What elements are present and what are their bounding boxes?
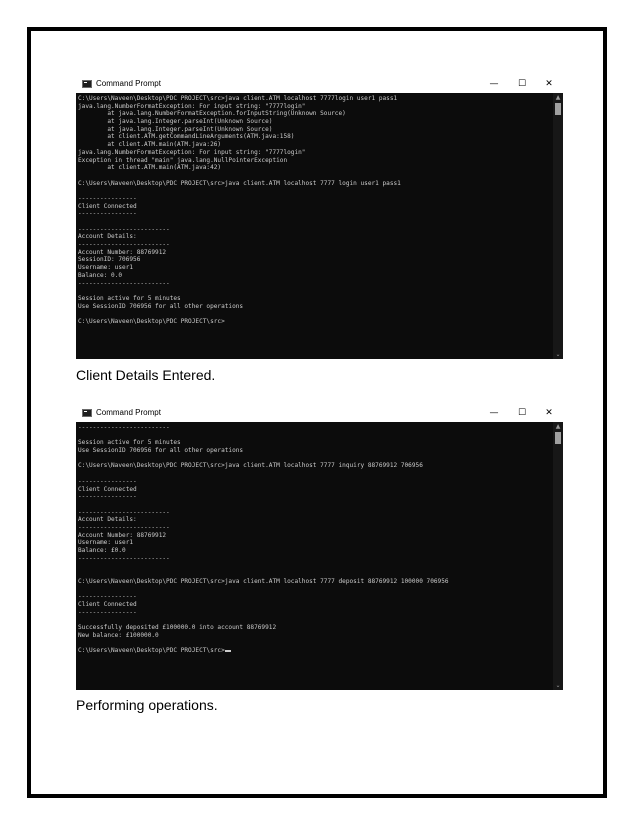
console-line — [78, 172, 552, 180]
maximize-icon[interactable]: ☐ — [517, 408, 527, 418]
console-line: Session active for 5 minutes — [78, 294, 181, 302]
console-line: Account Number: 88769912 — [78, 248, 167, 256]
console-line — [78, 432, 552, 440]
console-line — [78, 187, 552, 195]
close-icon[interactable]: ✕ — [545, 79, 553, 89]
command-prompt-window-2 — [76, 405, 563, 690]
console-line: ---------------- — [78, 493, 137, 501]
console-output — [78, 424, 552, 690]
console-line: java.lang.NumberFormatException: For input string: "7777login" — [78, 148, 306, 156]
console-line: C:\Users\Naveen\Desktop\PDC PROJECT\src> — [78, 317, 225, 325]
scroll-thumb[interactable] — [555, 432, 561, 444]
console-line: at client.ATM.main(ATM.java:26) — [78, 141, 222, 149]
console-line: Username: user1 — [78, 264, 134, 272]
command-prompt-icon — [82, 409, 92, 417]
console-line: C:\Users\Naveen\Desktop\PDC PROJECT\src>java client.ATM localhost 7777 inquiry 88769912 706956 — [78, 462, 423, 470]
console-line: at java.lang.Integer.parseInt(Unknown Source) — [78, 118, 273, 126]
console-line: ------------------------- — [78, 241, 170, 249]
console-line: ------------------------- — [78, 554, 170, 562]
console-line: ---------------- — [78, 477, 137, 485]
console-line: Username: user1 — [78, 539, 134, 547]
close-icon[interactable]: ✕ — [545, 408, 553, 418]
console-line: ---------------- — [78, 210, 137, 218]
console-line — [78, 585, 552, 593]
console-line — [78, 218, 552, 226]
console-line: ------------------------- — [78, 508, 170, 516]
console-line: java.lang.NumberFormatException: For input string: "7777login" — [78, 102, 306, 110]
console-line: C:\Users\Naveen\Desktop\PDC PROJECT\src> — [78, 647, 552, 655]
window-title: Command Prompt — [96, 408, 161, 417]
command-prompt-icon — [82, 80, 92, 88]
console-line: ---------------- — [78, 593, 137, 601]
caption-client-details: Client Details Entered. — [76, 367, 216, 383]
scrollbar[interactable] — [553, 93, 563, 359]
maximize-icon[interactable]: ☐ — [517, 79, 527, 89]
console-line: Exception in thread "main" java.lang.NullPointerException — [78, 156, 288, 164]
console-line: C:\Users\Naveen\Desktop\PDC PROJECT\src>java client.ATM localhost 7777login user1 pass1 — [78, 95, 398, 102]
console-line: Client Connected — [78, 600, 137, 608]
console-line: Use SessionID 706956 for all other operations — [78, 302, 244, 310]
console-line — [78, 616, 552, 624]
console-line: ---------------- — [78, 194, 137, 202]
scroll-thumb[interactable] — [555, 103, 561, 115]
console-line: C:\Users\Naveen\Desktop\PDC PROJECT\src>java client.ATM localhost 7777 login user1 pass1 — [78, 179, 401, 187]
console-line — [78, 310, 552, 318]
title-bar — [76, 76, 563, 93]
console-line — [78, 501, 552, 509]
console-line — [78, 562, 552, 570]
console-line: ------------------------- — [78, 225, 170, 233]
command-prompt-window-1 — [76, 76, 563, 359]
console-line: Balance: 0.0 — [78, 271, 123, 279]
console-line — [78, 470, 552, 478]
console-output — [78, 95, 552, 359]
console-line: at client.ATM.getCommandLineArguments(ATM.java:158) — [78, 133, 295, 141]
console-line: Balance: £0.0 — [78, 547, 126, 554]
console-line: Client Connected — [78, 485, 137, 493]
console-line: New balance: £100000.0 — [78, 631, 159, 639]
console-line — [78, 570, 552, 578]
console-line: ---------------- — [78, 608, 137, 616]
console-line: Account Details: — [78, 516, 137, 524]
scrollbar[interactable] — [553, 422, 563, 690]
console-line: ------------------------- — [78, 279, 170, 287]
scroll-down-icon[interactable]: ⌄ — [555, 682, 561, 689]
console-line: C:\Users\Naveen\Desktop\PDC PROJECT\src>java client.ATM localhost 7777 deposit 88769912 100000 706956 — [78, 577, 449, 585]
minimize-icon[interactable]: — — [489, 79, 499, 89]
console-line — [78, 287, 552, 295]
console-line: at client.ATM.main(ATM.java:42) — [78, 164, 222, 172]
console-line: Client Connected — [78, 202, 137, 210]
caption-performing-operations: Performing operations. — [76, 697, 218, 713]
console-line: at java.lang.NumberFormatException.forInputString(Unknown Source) — [78, 110, 346, 118]
console-line: Account Details: — [78, 233, 137, 241]
console-line: at java.lang.Integer.parseInt(Unknown Source) — [78, 125, 273, 133]
console-line: SessionID: 706956 — [78, 256, 141, 264]
console-line: Session active for 5 minutes — [78, 439, 181, 447]
console-line: ------------------------- — [78, 424, 170, 431]
scroll-up-icon[interactable]: ▲ — [555, 423, 561, 430]
scroll-down-icon[interactable]: ⌄ — [555, 351, 561, 358]
console-line: Use SessionID 706956 for all other operations — [78, 447, 244, 455]
console-line: ------------------------- — [78, 523, 170, 531]
console-line: Successfully deposited £100000.0 into account 88769912 — [78, 623, 277, 631]
console-line — [78, 455, 552, 463]
console-line: Account Number: 88769912 — [78, 531, 167, 539]
minimize-icon[interactable]: — — [489, 408, 499, 418]
console-line — [78, 639, 552, 647]
scroll-up-icon[interactable]: ▲ — [555, 94, 561, 101]
window-title: Command Prompt — [96, 79, 161, 88]
title-bar — [76, 405, 563, 422]
text-cursor — [225, 650, 231, 652]
